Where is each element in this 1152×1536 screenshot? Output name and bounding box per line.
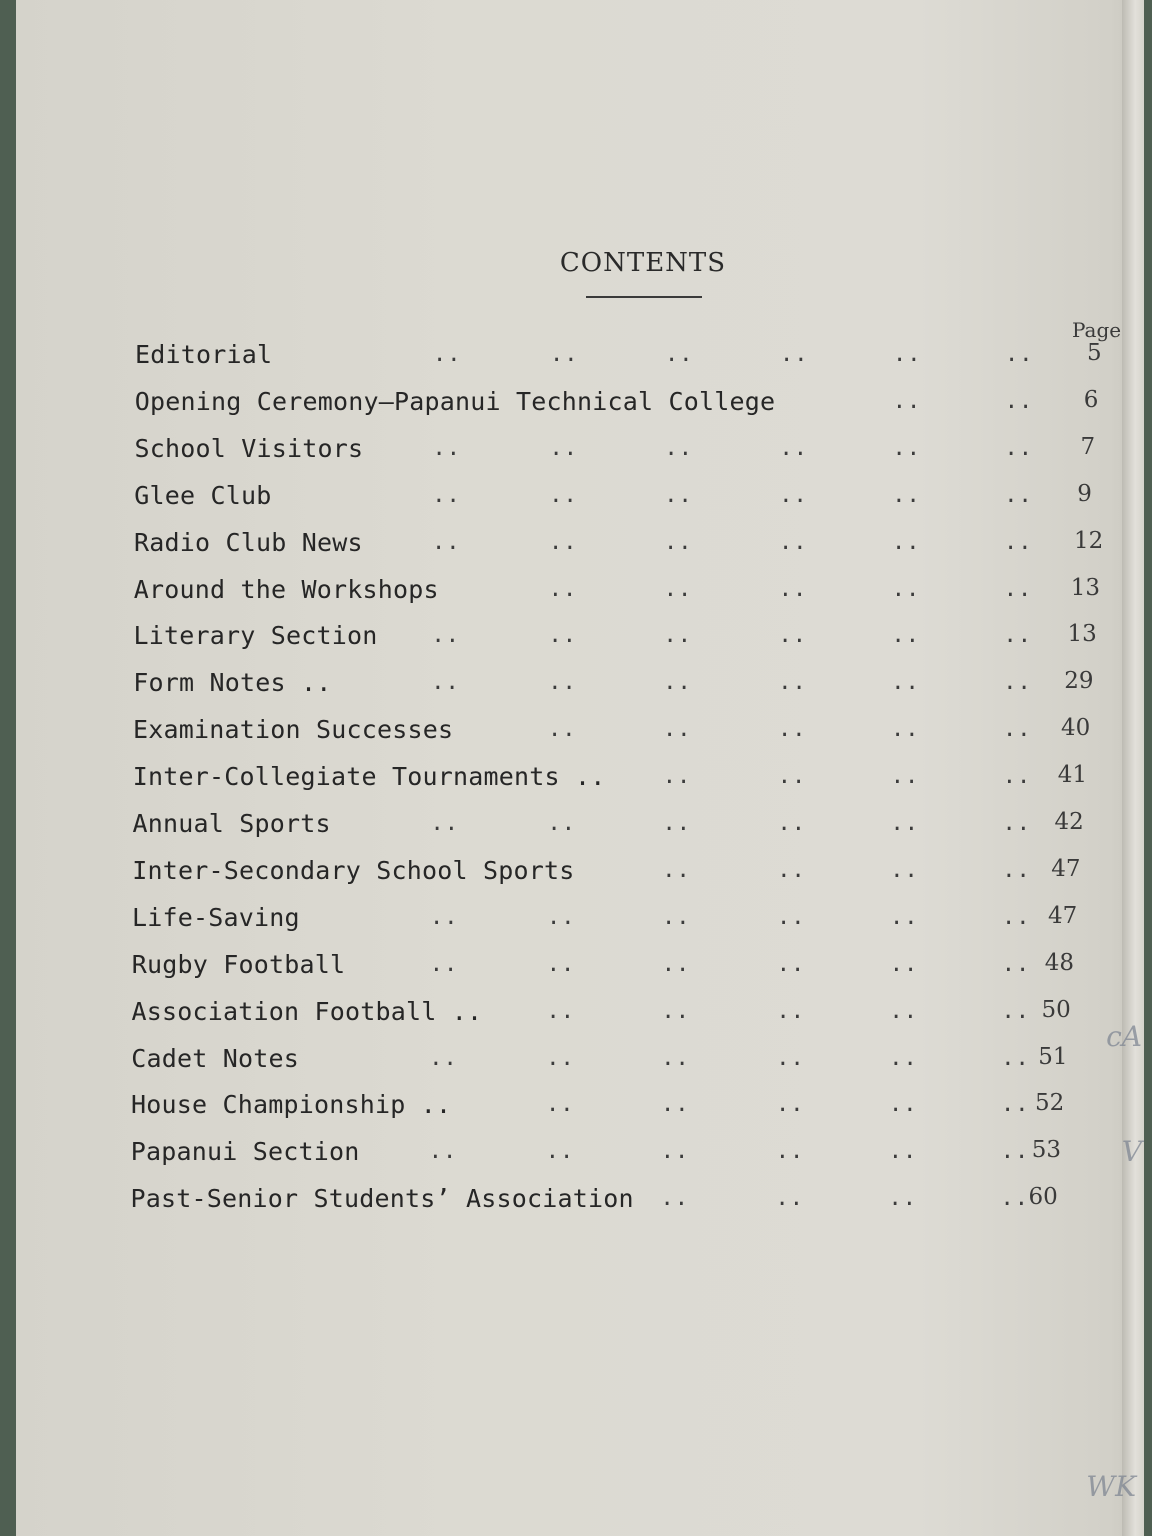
leader-dots: .. xyxy=(1001,951,1031,977)
leader-dots: .. xyxy=(661,951,691,977)
entry-title: Glee Club xyxy=(134,480,272,510)
leader-dots: .. xyxy=(548,670,577,696)
leader-dots: .. xyxy=(549,482,578,508)
leader-dots: .. xyxy=(892,482,921,508)
contents-entry xyxy=(132,903,1112,937)
entry-page-number: 42 xyxy=(1054,809,1084,835)
leader-dots: .. xyxy=(776,1045,805,1071)
leader-dots: .. xyxy=(777,857,806,883)
leader-dots: .. xyxy=(547,904,576,930)
entry-page-number: 13 xyxy=(1070,574,1101,601)
leader-dots: .. xyxy=(778,717,807,743)
leader-dots: .. xyxy=(890,811,919,836)
leader-dots: .. xyxy=(1003,670,1032,696)
leader-dots: .. xyxy=(778,670,807,696)
leader-dots: .. xyxy=(1003,717,1032,743)
leader-dots: .. xyxy=(1002,904,1031,930)
leader-dots: .. xyxy=(431,623,460,649)
leader-dots: .. xyxy=(891,576,921,602)
leader-dots: .. xyxy=(663,576,693,602)
leader-dots: .. xyxy=(1002,811,1031,836)
leader-dots: .. xyxy=(665,342,694,367)
leader-dots: .. xyxy=(891,623,920,649)
leader-dots: .. xyxy=(890,764,920,790)
leader-dots: .. xyxy=(1001,998,1030,1024)
leader-dots: .. xyxy=(776,951,806,977)
contents-heading: CONTENTS xyxy=(559,248,727,278)
leader-dots: .. xyxy=(889,998,918,1024)
leader-dots: .. xyxy=(432,529,461,555)
leader-dots: .. xyxy=(662,904,691,930)
leader-dots: .. xyxy=(429,1045,458,1071)
contents-entry xyxy=(133,762,1113,796)
leader-dots: .. xyxy=(1004,482,1033,508)
leader-dots: .. xyxy=(776,1092,805,1118)
entry-title: Around the Workshops xyxy=(133,574,439,604)
margin-handwriting: cA xyxy=(1106,1020,1142,1053)
entry-page-number: 40 xyxy=(1061,715,1091,742)
leader-dots: .. xyxy=(1000,1139,1030,1165)
leader-dots: .. xyxy=(1002,764,1032,790)
contents-entry xyxy=(131,1090,1111,1124)
leader-dots: .. xyxy=(891,717,920,743)
entry-page-number: 5 xyxy=(1087,340,1102,366)
entry-page-number: 29 xyxy=(1064,668,1094,695)
contents-entry xyxy=(135,434,1115,468)
leader-dots: .. xyxy=(888,1139,918,1165)
contents-entry xyxy=(131,1044,1111,1078)
leader-dots: .. xyxy=(776,998,805,1024)
leader-dots: .. xyxy=(889,951,919,977)
leader-dots: .. xyxy=(548,623,577,649)
entry-page-number: 48 xyxy=(1044,949,1075,976)
leader-dots: .. xyxy=(778,576,808,602)
entry-page-number: 7 xyxy=(1080,433,1096,460)
leader-dots: .. xyxy=(547,811,576,836)
leader-dots: .. xyxy=(1000,1186,1029,1212)
contents-entry xyxy=(134,481,1114,515)
leader-dots: .. xyxy=(779,435,808,461)
entry-title: Editorial xyxy=(135,340,273,369)
leader-dots: .. xyxy=(1004,435,1033,461)
entry-title: Inter-Collegiate Tournaments .. xyxy=(132,762,606,792)
leader-dots: .. xyxy=(1004,388,1034,414)
leader-dots: .. xyxy=(664,435,693,461)
leader-dots: .. xyxy=(888,1186,917,1212)
leader-dots: .. xyxy=(1004,529,1033,555)
entry-title: Past-Senior Students’ Association xyxy=(130,1184,634,1214)
leader-dots: .. xyxy=(664,529,693,555)
leader-dots: .. xyxy=(428,1139,458,1165)
leader-dots: .. xyxy=(662,764,692,790)
entry-page-number: 9 xyxy=(1077,480,1092,507)
contents-entry xyxy=(134,575,1114,609)
entry-page-number: 13 xyxy=(1067,621,1097,648)
leader-dots: .. xyxy=(779,529,808,555)
entry-page-number: 41 xyxy=(1057,762,1088,789)
entry-page-number: 50 xyxy=(1041,996,1071,1023)
entry-page-number: 53 xyxy=(1031,1137,1062,1164)
contents-entry xyxy=(132,856,1112,890)
entry-page-number: 52 xyxy=(1035,1090,1065,1117)
leader-dots: .. xyxy=(661,1045,690,1071)
margin-handwriting: V xyxy=(1121,1135,1142,1168)
leader-dots: .. xyxy=(432,482,461,508)
entry-page-number: 6 xyxy=(1083,386,1099,413)
leader-dots: .. xyxy=(1003,576,1033,602)
leader-dots: .. xyxy=(546,1045,575,1071)
leader-dots: .. xyxy=(548,576,578,602)
leader-dots: .. xyxy=(663,623,692,649)
leader-dots: .. xyxy=(661,998,690,1024)
leader-dots: .. xyxy=(546,1092,575,1118)
entry-title: Inter-Secondary School Sports xyxy=(132,855,575,885)
leader-dots: .. xyxy=(431,670,460,696)
leader-dots: .. xyxy=(893,342,922,367)
leader-dots: .. xyxy=(890,857,919,883)
contents-entry xyxy=(132,997,1112,1031)
contents-entry xyxy=(133,715,1113,749)
contents-entry xyxy=(135,387,1115,421)
leader-dots: .. xyxy=(777,904,806,930)
leader-dots: .. xyxy=(775,1186,804,1212)
contents-entry xyxy=(134,621,1114,655)
entry-title: Opening Ceremony—Papanui Technical College xyxy=(134,386,776,416)
leader-dots: .. xyxy=(661,1092,690,1118)
page-column-label: Page xyxy=(1072,318,1122,342)
entry-title: Examination Successes xyxy=(133,715,454,745)
leader-dots: .. xyxy=(778,623,807,649)
leader-dots: .. xyxy=(890,904,919,930)
leader-dots: .. xyxy=(662,857,691,883)
entry-title: Papanui Section xyxy=(130,1137,360,1167)
leader-dots: .. xyxy=(548,717,577,743)
entry-title: Cadet Notes xyxy=(131,1043,300,1073)
leader-dots: .. xyxy=(889,1045,918,1071)
margin-handwriting: WK xyxy=(1086,1470,1136,1503)
leader-dots: .. xyxy=(780,342,809,367)
leader-dots: .. xyxy=(892,388,922,414)
contents-entry xyxy=(133,668,1113,702)
leader-dots: .. xyxy=(891,670,920,696)
leader-dots: .. xyxy=(546,998,575,1024)
leader-dots: .. xyxy=(430,811,459,836)
leader-dots: .. xyxy=(889,1092,918,1118)
leader-dots: .. xyxy=(1001,1045,1030,1071)
leader-dots: .. xyxy=(662,811,691,836)
entry-title: Life-Saving xyxy=(132,902,300,932)
entry-page-number: 51 xyxy=(1038,1043,1068,1070)
leader-dots: .. xyxy=(660,1139,690,1165)
leader-dots: .. xyxy=(432,435,461,461)
entry-page-number: 47 xyxy=(1048,902,1078,929)
book-page xyxy=(16,0,1144,1536)
leader-dots: .. xyxy=(775,1139,805,1165)
leader-dots: .. xyxy=(777,811,806,836)
page-edge xyxy=(1122,0,1144,1536)
entry-page-number: 47 xyxy=(1051,855,1081,882)
entry-title: School Visitors xyxy=(134,433,364,463)
leader-dots: .. xyxy=(1005,342,1034,367)
leader-dots: .. xyxy=(550,342,579,367)
leader-dots: .. xyxy=(1001,1092,1030,1118)
leader-dots: .. xyxy=(549,529,578,555)
entry-title: Rugby Football xyxy=(131,949,346,979)
leader-dots: .. xyxy=(429,951,459,977)
leader-dots: .. xyxy=(892,529,921,555)
leader-dots: .. xyxy=(664,482,693,508)
entry-page-number: 60 xyxy=(1028,1184,1058,1211)
leader-dots: .. xyxy=(663,717,692,743)
contents-entry xyxy=(131,1137,1111,1171)
entry-title: Radio Club News xyxy=(134,527,363,557)
leader-dots: .. xyxy=(549,435,578,461)
entry-title: Literary Section xyxy=(133,621,378,651)
contents-entry xyxy=(135,340,1115,374)
leader-dots: .. xyxy=(545,1139,575,1165)
entry-title: Form Notes .. xyxy=(133,668,332,698)
leader-dots: .. xyxy=(779,482,808,508)
leader-dots: .. xyxy=(1003,623,1032,649)
heading-rule xyxy=(586,296,702,298)
entry-page-number: 12 xyxy=(1074,527,1104,554)
leader-dots: .. xyxy=(663,670,692,696)
leader-dots: .. xyxy=(892,435,921,461)
leader-dots: .. xyxy=(433,342,462,367)
contents-entry xyxy=(132,950,1112,984)
leader-dots: .. xyxy=(660,1186,689,1212)
leader-dots: .. xyxy=(1002,857,1031,883)
contents-entry xyxy=(134,528,1114,562)
entry-title: Association Football .. xyxy=(131,996,483,1026)
entry-title: House Championship .. xyxy=(131,1090,452,1120)
entry-title: Annual Sports xyxy=(132,809,331,838)
leader-dots: .. xyxy=(777,764,807,790)
leader-dots: .. xyxy=(546,951,576,977)
contents-entry xyxy=(131,1184,1111,1218)
leader-dots: .. xyxy=(430,904,459,930)
contents-entry xyxy=(133,809,1113,843)
